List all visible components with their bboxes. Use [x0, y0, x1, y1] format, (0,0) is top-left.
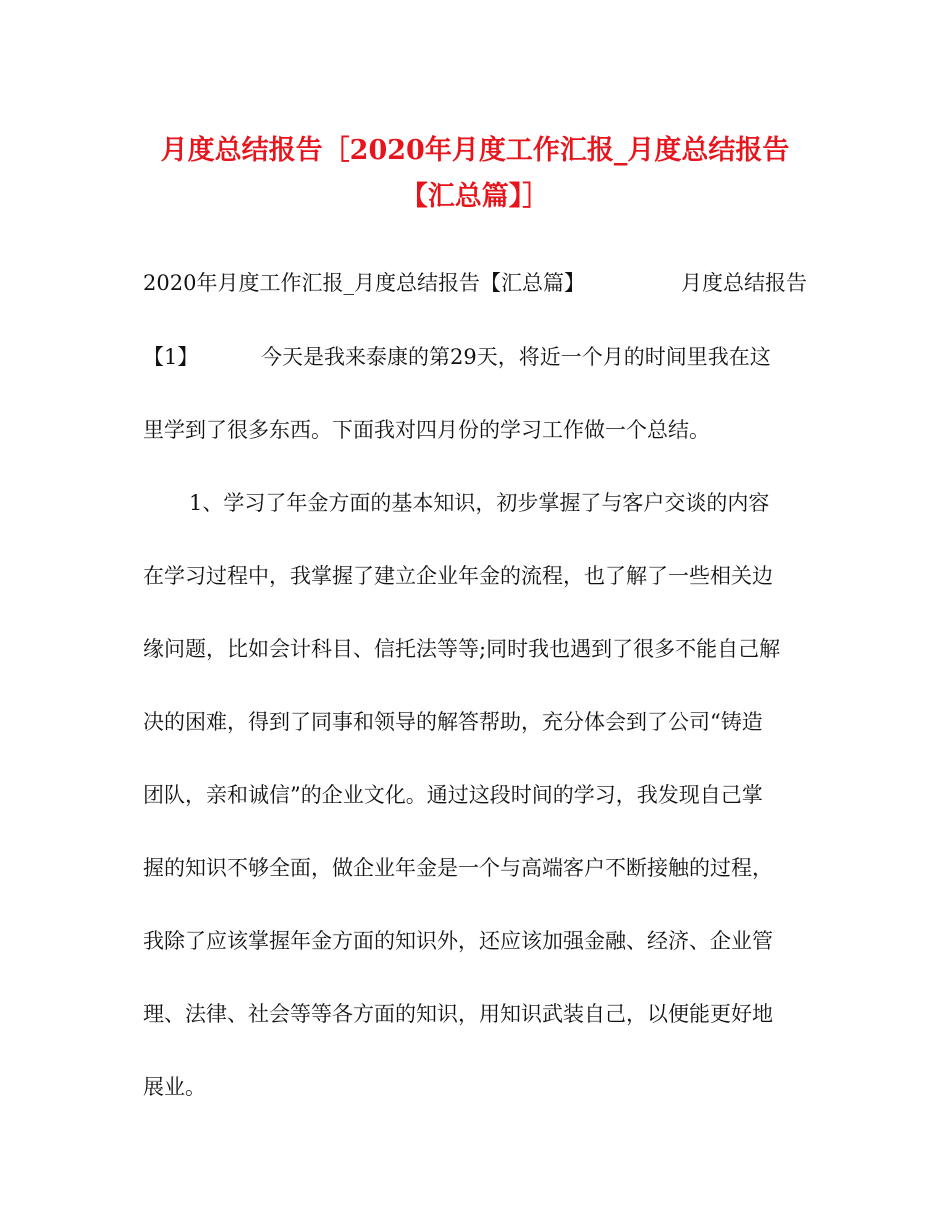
intro-line-1 [143, 268, 813, 298]
document-title [140, 128, 810, 220]
intro-line-3: 里学到了很多东西。下面我对四月份的学习工作做一个总结。 [143, 418, 710, 442]
paragraph-line: 缘问题，比如会计科目、信托法等等;同时我也遇到了很多不能自己解 [143, 637, 781, 661]
paragraph-line: 握的知识不够全面，做企业年金是一个与高端客户不断接触的过程， [143, 856, 773, 880]
intro-heading: 月度总结报告 [681, 271, 807, 295]
paragraph-line: 决的困难，得到了同事和领导的解答帮助，充分体会到了公司“铸造 [143, 710, 763, 734]
intro-text-1: 今天是我来泰康的第29天，将近一个月的时间里我在这 [261, 345, 771, 369]
title-line-1: 月度总结报告［2020年月度工作汇报_月度总结报告 [160, 135, 790, 166]
section-number: 【1】 [143, 345, 199, 369]
paragraph-line: 在学习过程中，我掌握了建立企业年金的流程，也了解了一些相关边 [143, 564, 773, 588]
intro-line-2 [143, 342, 813, 372]
paragraph-line: 理、法律、社会等等各方面的知识，用知识武装自己，以便能更好地 [143, 1002, 773, 1026]
paragraph-line: 我除了应该掌握年金方面的知识外，还应该加强金融、经济、企业管 [143, 929, 773, 953]
paragraph-line: 展业。 [143, 1075, 206, 1099]
title-line-2: 【汇总篇】］ [400, 181, 550, 212]
intro-subtitle: 2020年月度工作汇报_月度总结报告【汇总篇】 [143, 271, 585, 295]
paragraph-line: 团队，亲和诚信”的企业文化。通过这段时间的学习，我发现自己掌 [143, 783, 763, 807]
paragraph-line: 1、学习了年金方面的基本知识，初步掌握了与客户交谈的内容 [189, 491, 770, 515]
